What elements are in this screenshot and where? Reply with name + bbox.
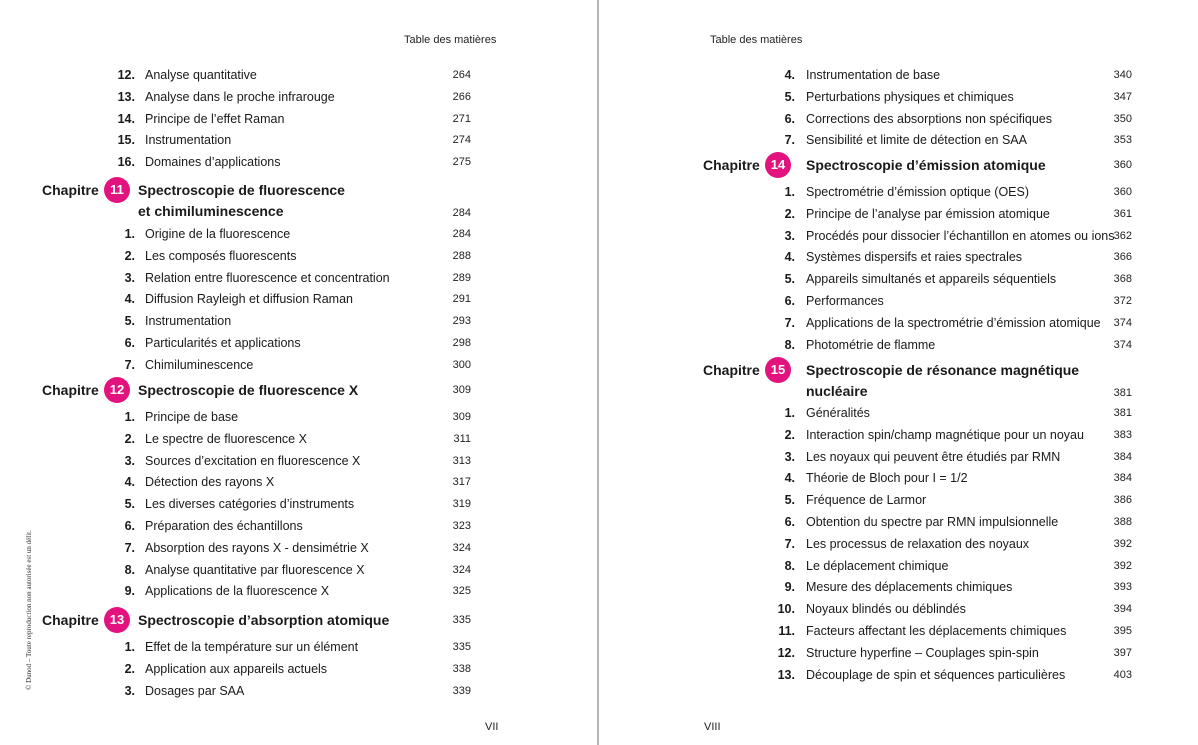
entry-number: 12. xyxy=(117,68,135,82)
entry-number: 4. xyxy=(784,471,795,486)
entry-number: 7. xyxy=(124,540,135,555)
folio: VII xyxy=(485,721,499,733)
entry-number: 5. xyxy=(784,493,795,508)
entry-title: Analyse quantitative par fluorescence X xyxy=(145,562,365,577)
toc-entry[interactable] xyxy=(599,404,1198,422)
entry-title: Noyaux blindés ou déblindés xyxy=(806,602,966,617)
entry-title: Instrumentation xyxy=(145,314,232,329)
chapter-heading[interactable] xyxy=(599,357,1198,403)
toc-entry[interactable] xyxy=(0,225,597,243)
entry-number: 6. xyxy=(784,294,795,308)
running-head: Table des matières xyxy=(404,34,497,46)
entry-number: 6. xyxy=(124,519,135,533)
entry-page: 338 xyxy=(452,662,471,675)
entry-number: 3. xyxy=(124,683,135,698)
entry-page: 393 xyxy=(1113,581,1132,594)
entry-number: 11. xyxy=(778,624,795,638)
entry-page: 360 xyxy=(1113,186,1132,198)
toc-entry[interactable] xyxy=(599,292,1198,310)
entry-page: 300 xyxy=(452,358,471,371)
entry-page: 361 xyxy=(1113,207,1132,220)
chapter-page: 284 xyxy=(452,207,471,219)
chapter-title-line2: nucléaire xyxy=(806,383,868,399)
entry-title: Analyse quantitative xyxy=(145,68,257,82)
entry-title: Principe de l’analyse par émission atomique xyxy=(806,206,1050,221)
entry-number: 10. xyxy=(777,602,795,617)
entry-number: 15. xyxy=(117,133,135,148)
entry-page: 347 xyxy=(1113,90,1132,103)
chapter-number-badge: 14 xyxy=(765,152,791,178)
entry-title: Applications de la spectrométrie d’émission atomique xyxy=(806,315,1101,330)
entry-page: 289 xyxy=(452,271,471,284)
toc-entry[interactable] xyxy=(599,183,1198,201)
entry-title: Principe de base xyxy=(145,410,239,424)
entry-page: 372 xyxy=(1113,295,1132,307)
toc-entry[interactable] xyxy=(0,582,597,600)
entry-title: Sources d’excitation en fluorescence X xyxy=(145,453,361,468)
entry-page: 323 xyxy=(452,520,471,532)
chapter-heading[interactable] xyxy=(0,607,597,633)
entry-title: Diffusion Rayleigh et diffusion Raman xyxy=(145,292,353,307)
entry-page: 383 xyxy=(1113,428,1132,441)
toc-entry[interactable] xyxy=(599,426,1198,444)
chapter-label: Chapitre xyxy=(42,612,99,628)
chapter-title: Spectroscopie de fluorescence xyxy=(138,182,345,198)
toc-entry[interactable] xyxy=(599,469,1198,487)
entry-number: 8. xyxy=(784,337,795,352)
entry-page: 368 xyxy=(1113,273,1132,286)
entry-number: 4. xyxy=(784,250,795,265)
entry-page: 392 xyxy=(1113,559,1132,572)
toc-entry[interactable] xyxy=(0,430,597,448)
toc-entry[interactable] xyxy=(0,110,597,128)
entry-number: 9. xyxy=(784,580,795,595)
entry-page: 317 xyxy=(452,476,471,489)
toc-entry[interactable] xyxy=(0,269,597,287)
entry-page: 374 xyxy=(1113,338,1132,351)
chapter-number-badge: 13 xyxy=(104,607,130,633)
entry-title: Corrections des absorptions non spécifiques xyxy=(806,111,1052,126)
chapter-page: 309 xyxy=(452,384,471,396)
toc-entry[interactable] xyxy=(0,334,597,352)
chapter-label: Chapitre xyxy=(42,382,99,398)
entry-title: Photométrie de flamme xyxy=(806,337,936,352)
entry-number: 7. xyxy=(124,357,135,372)
entry-page: 271 xyxy=(452,112,471,125)
entry-number: 3. xyxy=(784,449,795,464)
entry-title: Procédés pour dissocier l’échantillon en atomes ou ions xyxy=(806,228,1115,243)
entry-title: Absorption des rayons X - densimétrie X xyxy=(145,540,369,555)
entry-number: 3. xyxy=(124,270,135,285)
entry-number: 8. xyxy=(784,558,795,573)
toc-entry[interactable] xyxy=(599,578,1198,596)
toc-entry[interactable] xyxy=(0,473,597,491)
entry-title: Préparation des échantillons xyxy=(145,519,303,533)
toc-entry[interactable] xyxy=(599,270,1198,288)
entry-page: 324 xyxy=(452,563,471,576)
entry-number: 2. xyxy=(124,248,135,263)
toc-entry[interactable] xyxy=(599,491,1198,509)
entry-title: Chimiluminescence xyxy=(145,357,254,372)
entry-number: 6. xyxy=(784,515,795,529)
entry-number: 1. xyxy=(124,410,135,424)
entry-number: 3. xyxy=(784,228,795,243)
entry-title: Les composés fluorescents xyxy=(145,248,297,263)
entry-number: 5. xyxy=(124,314,135,329)
entry-title: Analyse dans le proche infrarouge xyxy=(145,89,335,104)
toc-entry[interactable] xyxy=(0,452,597,470)
entry-number: 4. xyxy=(124,292,135,307)
toc-entry[interactable] xyxy=(599,336,1198,354)
entry-page: 288 xyxy=(452,249,471,262)
entry-number: 2. xyxy=(784,427,795,442)
toc-entry[interactable] xyxy=(599,110,1198,128)
chapter-number-badge: 15 xyxy=(765,357,791,383)
toc-entry[interactable] xyxy=(599,448,1198,466)
entry-page: 388 xyxy=(1113,516,1132,528)
entry-title: Facteurs affectant les déplacements chimiques xyxy=(806,624,1067,638)
entry-number: 1. xyxy=(124,640,135,654)
entry-number: 7. xyxy=(784,133,795,148)
toc-entry[interactable] xyxy=(599,205,1198,223)
toc-entry[interactable] xyxy=(599,66,1198,84)
entry-page: 384 xyxy=(1113,472,1132,485)
chapter-page: 381 xyxy=(1113,387,1132,399)
entry-page: 381 xyxy=(1113,407,1132,419)
chapter-page: 360 xyxy=(1113,159,1132,171)
entry-title: Les noyaux qui peuvent être étudiés par RMN xyxy=(806,449,1061,464)
entry-number: 14. xyxy=(117,111,135,126)
chapter-label: Chapitre xyxy=(703,362,760,378)
entry-title: Instrumentation xyxy=(145,133,232,148)
entry-page: 274 xyxy=(452,134,471,147)
toc-entry[interactable] xyxy=(0,408,597,426)
chapter-title: Spectroscopie d’émission atomique xyxy=(806,157,1046,173)
entry-page: 313 xyxy=(452,454,471,467)
entry-title: Détection des rayons X xyxy=(145,475,275,490)
entry-number: 6. xyxy=(784,111,795,126)
entry-number: 4. xyxy=(124,475,135,490)
toc-entry[interactable] xyxy=(0,88,597,106)
toc-entry[interactable] xyxy=(0,517,597,535)
toc-entry[interactable] xyxy=(0,131,597,149)
entry-title: Mesure des déplacements chimiques xyxy=(806,580,1013,595)
copyright-notice: © Dunod – Toute reproduction non autorisée est un délit. xyxy=(25,530,33,690)
entry-number: 13. xyxy=(777,667,795,682)
entry-number: 12. xyxy=(777,645,795,660)
entry-title: Particularités et applications xyxy=(145,336,301,350)
entry-title: Appareils simultanés et appareils séquentiels xyxy=(806,272,1057,287)
entry-title: Domaines d’applications xyxy=(145,155,281,170)
toc-entry[interactable] xyxy=(599,314,1198,332)
toc-entry[interactable] xyxy=(599,666,1198,684)
entry-page: 386 xyxy=(1113,494,1132,507)
entry-title: Instrumentation de base xyxy=(806,68,941,82)
entry-number: 2. xyxy=(124,661,135,676)
entry-page: 350 xyxy=(1113,112,1132,125)
entry-title: Systèmes dispersifs et raies spectrales xyxy=(806,250,1023,265)
entry-title: Théorie de Bloch pour I = 1/2 xyxy=(806,471,968,486)
entry-title: Spectrométrie d’émission optique (OES) xyxy=(806,185,1030,199)
entry-title: Les diverses catégories d’instruments xyxy=(145,497,355,512)
entry-title: Découplage de spin et séquences particulières xyxy=(806,667,1066,682)
entry-title: Application aux appareils actuels xyxy=(145,661,328,676)
entry-number: 2. xyxy=(124,431,135,446)
entry-title: Structure hyperfine – Couplages spin-spin xyxy=(806,645,1039,660)
entry-page: 311 xyxy=(453,432,471,445)
entry-page: 394 xyxy=(1113,603,1132,616)
entry-title: Le spectre de fluorescence X xyxy=(145,431,307,446)
toc-entry[interactable] xyxy=(0,561,597,579)
chapter-title: Spectroscopie de fluorescence X xyxy=(138,382,359,398)
entry-page: 275 xyxy=(452,156,471,169)
chapter-title-line2: et chimiluminescence xyxy=(138,203,284,219)
entry-page: 340 xyxy=(1113,69,1132,81)
entry-page: 397 xyxy=(1113,646,1132,659)
entry-page: 325 xyxy=(452,585,471,598)
entry-number: 13. xyxy=(117,89,135,104)
entry-title: Interaction spin/champ magnétique pour un noyau xyxy=(806,427,1084,442)
toc-entry[interactable] xyxy=(0,290,597,308)
toc-entry[interactable] xyxy=(0,682,597,700)
entry-page: 309 xyxy=(452,411,471,423)
toc-entry[interactable] xyxy=(0,247,597,265)
chapter-number-badge: 11 xyxy=(104,177,130,203)
toc-entry[interactable] xyxy=(599,227,1198,245)
entry-page: 335 xyxy=(452,641,471,653)
entry-number: 7. xyxy=(784,315,795,330)
toc-entry[interactable] xyxy=(599,557,1198,575)
entry-page: 293 xyxy=(452,315,471,328)
toc-entry[interactable] xyxy=(0,539,597,557)
chapter-page: 335 xyxy=(452,614,471,626)
entry-number: 16. xyxy=(117,155,135,170)
entry-number: 6. xyxy=(124,336,135,350)
entry-page: 291 xyxy=(452,293,471,306)
entry-title: Le déplacement chimique xyxy=(806,558,949,573)
entry-page: 298 xyxy=(452,337,471,349)
entry-page: 324 xyxy=(452,541,471,554)
folio: VIII xyxy=(704,721,721,733)
chapter-label: Chapitre xyxy=(703,157,760,173)
chapter-number-badge: 12 xyxy=(104,377,130,403)
chapter-heading[interactable] xyxy=(0,177,597,223)
entry-title: Effet de la température sur un élément xyxy=(145,640,359,654)
entry-page: 264 xyxy=(452,69,471,81)
entry-title: Sensibilité et limite de détection en SAA xyxy=(806,133,1027,148)
chapter-label: Chapitre xyxy=(42,182,99,198)
entry-page: 284 xyxy=(452,228,471,240)
entry-page: 366 xyxy=(1113,251,1132,264)
entry-page: 392 xyxy=(1113,537,1132,550)
entry-number: 1. xyxy=(784,185,795,199)
toc-entry[interactable] xyxy=(599,644,1198,662)
entry-page: 374 xyxy=(1113,316,1132,329)
entry-number: 9. xyxy=(124,584,135,599)
chapter-title: Spectroscopie d’absorption atomique xyxy=(138,612,390,628)
entry-number: 5. xyxy=(784,272,795,287)
entry-number: 4. xyxy=(784,68,795,82)
entry-title: Performances xyxy=(806,294,884,308)
toc-entry[interactable] xyxy=(0,312,597,330)
toc-entry[interactable] xyxy=(0,66,597,84)
toc-entry[interactable] xyxy=(599,600,1198,618)
toc-entry[interactable] xyxy=(599,88,1198,106)
entry-number: 8. xyxy=(124,562,135,577)
entry-number: 1. xyxy=(784,406,795,420)
toc-entry[interactable] xyxy=(599,622,1198,640)
entry-page: 353 xyxy=(1113,134,1132,147)
chapter-heading[interactable] xyxy=(0,377,597,403)
entry-title: Applications de la fluorescence X xyxy=(145,584,330,599)
entry-page: 395 xyxy=(1113,625,1132,637)
entry-number: 7. xyxy=(784,536,795,551)
entry-title: Perturbations physiques et chimiques xyxy=(806,89,1014,104)
entry-page: 362 xyxy=(1113,229,1132,242)
entry-number: 1. xyxy=(124,227,135,241)
entry-title: Les processus de relaxation des noyaux xyxy=(806,536,1030,551)
toc-entry[interactable] xyxy=(599,248,1198,266)
entry-title: Obtention du spectre par RMN impulsionnelle xyxy=(806,515,1059,529)
entry-page: 384 xyxy=(1113,450,1132,463)
running-head: Table des matières xyxy=(710,34,803,46)
right-page xyxy=(599,0,1198,745)
entry-number: 5. xyxy=(124,497,135,512)
toc-entry[interactable] xyxy=(0,638,597,656)
entry-page: 339 xyxy=(452,684,471,697)
entry-page: 319 xyxy=(452,498,471,511)
toc-entry[interactable] xyxy=(599,513,1198,531)
toc-entry[interactable] xyxy=(0,153,597,171)
entry-number: 2. xyxy=(784,206,795,221)
entry-page: 403 xyxy=(1113,668,1132,681)
chapter-heading[interactable] xyxy=(599,152,1198,178)
toc-entry[interactable] xyxy=(0,495,597,513)
entry-title: Dosages par SAA xyxy=(145,683,245,698)
entry-number: 3. xyxy=(124,453,135,468)
toc-entry[interactable] xyxy=(599,131,1198,149)
chapter-title: Spectroscopie de résonance magnétique xyxy=(806,362,1080,378)
entry-title: Relation entre fluorescence et concentration xyxy=(145,270,390,285)
toc-entry[interactable] xyxy=(0,660,597,678)
entry-title: Origine de la fluorescence xyxy=(145,227,291,241)
entry-number: 5. xyxy=(784,89,795,104)
entry-title: Fréquence de Larmor xyxy=(806,493,927,508)
entry-page: 266 xyxy=(452,90,471,103)
toc-entry[interactable] xyxy=(599,535,1198,553)
entry-title: Généralités xyxy=(806,406,870,420)
entry-title: Principe de l’effet Raman xyxy=(145,111,285,126)
left-page xyxy=(0,0,597,745)
toc-entry[interactable] xyxy=(0,356,597,374)
